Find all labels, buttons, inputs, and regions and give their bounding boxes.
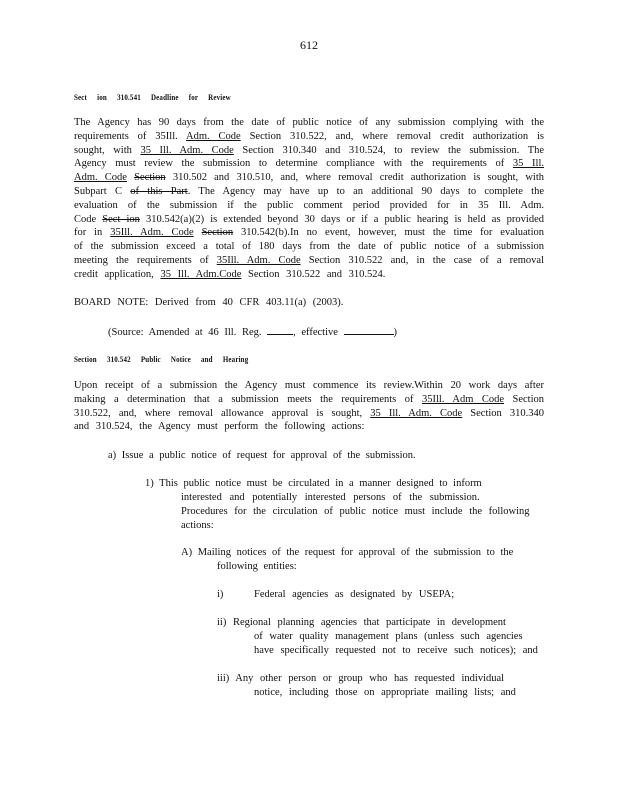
heading-word: 310.542 [106, 354, 131, 364]
text-line: Code Sect ion 310.542(a)(2) is extended beyond 30 days or if a public hearing is held as provided [74, 213, 545, 225]
text-line: The Agency has 90 days from the date of public notice of any submission complying with the [74, 117, 544, 128]
item-iii-line: iii) Any other person or group who has requested individual [217, 673, 505, 684]
text-line: Subpart C of this Part. The Agency may have up to an additional 90 days to complete the [74, 185, 544, 197]
heading-word: ion [97, 92, 107, 102]
item-1-line: interested and potentially interested persons of the submission. [181, 492, 480, 503]
board-note: BOARD NOTE: Derived from 40 CFR 403.11(a) (2003). [74, 297, 344, 308]
text-line: meeting the requirements of 35Ill. Adm. Code Section 310.522 and, in the case of a removal [74, 254, 545, 266]
text-line: Agency must review the submission to determine compliance with the requirements of 35 Ill. [74, 158, 544, 170]
item-1-line: 1) This public notice must be circulated in a manner designed to inform [145, 478, 482, 489]
item-A-line: following entities: [217, 561, 297, 572]
section-310-542-body [74, 379, 544, 434]
heading-word: for [188, 92, 199, 102]
item-i-text: Federal agencies as designated by USEPA; [254, 589, 455, 600]
text-line: evaluation of the submission if the public comment period provided for in 35 Ill. Adm. [74, 199, 544, 211]
text-line: Upon receipt of a submission the Agency must commence its review.Within 20 work days after [74, 380, 544, 391]
source-suffix: ) [393, 327, 398, 338]
source-prefix: (Source: Amended at 46 Ill. Reg. [108, 327, 262, 338]
text-line: Adm. Code Section 310.502 and 310.510, and, where removal credit authorization is sought, with [74, 172, 544, 184]
source-note [108, 325, 397, 340]
text-line: sought, with 35 Ill. Adm. Code Section 310.340 and 310.524, to review the submission. The [74, 144, 545, 156]
item-ii-line: of water quality management plans (unless such agencies [254, 631, 523, 642]
item-iii-line: notice, including those on appropriate mailing lists; and [254, 687, 516, 698]
heading-word: and [200, 354, 213, 364]
heading-word: Review [208, 92, 231, 102]
section-310-541-heading [74, 92, 231, 102]
item-A-line: A) Mailing notices of the request for approval of the submission to the [181, 547, 514, 558]
heading-word: 310.541 [117, 92, 141, 102]
text-line: requirements of 35Ill. Adm. Code Section 310.522, and, where removal credit authorization is [74, 130, 545, 142]
item-i-label: i) [217, 589, 224, 600]
text-line: and 310.524, the Agency must perform the following actions: [74, 421, 365, 433]
item-1-line: actions: [181, 520, 214, 531]
text-line: of the submission exceed a total of 180 days from the date of public notice of a submission [74, 241, 544, 253]
item-1-line: Procedures for the circulation of public notice must include the following [181, 506, 530, 517]
text-line: making a determination that a submission meets the requirements of 35Ill. Adm Code Section [74, 393, 545, 405]
text-line: 310.522, and, where removal allowance approval is sought, 35 Ill. Adm. Code Section 310.340 [74, 407, 545, 419]
heading-word: Deadline [150, 92, 179, 102]
item-ii-line: ii) Regional planning agencies that participate in development [217, 617, 506, 628]
date-blank [267, 325, 293, 335]
heading-word: Notice [170, 354, 191, 364]
item-a: a) Issue a public notice of request for approval of the submission. [108, 450, 416, 461]
section-310-542-heading [74, 354, 248, 364]
heading-word: Public [140, 354, 161, 364]
heading-word: Sect [74, 92, 88, 102]
item-ii-line: have specifically requested not to receive such notices); and [254, 645, 538, 656]
text-line: for in 35Ill. Adm. Code Section 310.542(b).In no event, however, must the time for evaluation [74, 227, 545, 239]
effective-blank [344, 325, 394, 335]
page-number: 612 [300, 38, 318, 52]
section-310-541-body [74, 116, 544, 282]
heading-word: Section [74, 354, 97, 364]
text-line: credit application, 35 Ill. Adm.Code Section 310.522 and 310.524. [74, 268, 386, 280]
heading-word: Hearing [222, 354, 249, 364]
source-mid: , effective [293, 327, 338, 338]
